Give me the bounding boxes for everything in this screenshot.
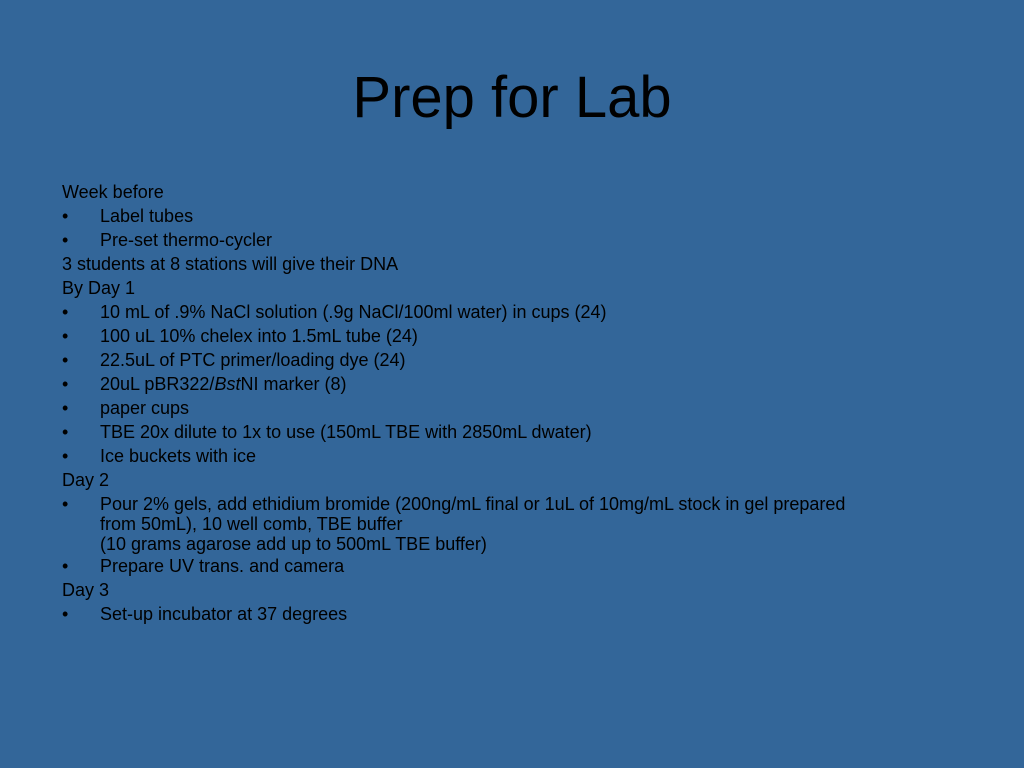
bullet-icon: • <box>62 302 69 322</box>
bullet-icon: • <box>62 494 69 514</box>
list-item-text: Set-up incubator at 37 degrees <box>100 604 348 624</box>
bullet-icon: • <box>62 350 69 370</box>
bullet-icon: • <box>62 422 69 442</box>
list-item-text: TBE 20x dilute to 1x to use (150mL TBE with 2850mL dwater) <box>100 422 592 442</box>
marker-italic: Bst <box>214 374 241 394</box>
bullet-icon: • <box>62 326 69 346</box>
list-item-text: 100 uL 10% chelex into 1.5mL tube (24) <box>100 326 418 346</box>
list-item-text: Ice buckets with ice <box>100 446 257 466</box>
list-item <box>62 372 962 396</box>
list-item-line: (10 grams agarose add up to 500mL TBE buffer) <box>100 534 487 554</box>
slide-body <box>62 180 962 626</box>
list-item-text: paper cups <box>100 398 190 418</box>
list-item-text: Pre-set thermo-cycler <box>100 230 273 250</box>
list-item <box>62 444 962 468</box>
list-item-text: 22.5uL of PTC primer/loading dye (24) <box>100 350 406 370</box>
bullet-icon: • <box>62 398 69 418</box>
section-heading-day-1: By Day 1 <box>62 278 136 298</box>
list-item <box>62 204 962 228</box>
section-heading-week-before: Week before <box>62 182 164 202</box>
bullet-icon: • <box>62 374 69 394</box>
list-item-text <box>62 372 962 396</box>
slide-title: Prep for Lab <box>352 65 672 130</box>
bullet-icon: • <box>62 230 69 250</box>
bullet-icon: • <box>62 604 69 624</box>
list-item <box>62 602 962 626</box>
bullet-icon: • <box>62 206 69 226</box>
list-item-text: Label tubes <box>100 206 194 226</box>
bullet-icon: • <box>62 556 69 576</box>
list-item <box>62 554 962 578</box>
list-item <box>62 420 962 444</box>
marker-prefix: 20uL pBR322/ <box>100 374 215 394</box>
list-item-line: Pour 2% gels, add ethidium bromide (200ng/mL final or 1uL of 10mg/mL stock in gel prepared <box>100 494 846 514</box>
list-item-text: 10 mL of .9% NaCl solution (.9g NaCl/100ml water) in cups (24) <box>100 302 607 322</box>
marker-suffix: NI marker (8) <box>240 374 347 394</box>
list-item <box>62 348 962 372</box>
list-item <box>62 492 962 554</box>
list-item <box>62 324 962 348</box>
list-item-line: from 50mL), 10 well comb, TBE buffer <box>100 514 403 534</box>
section-heading-day-3: Day 3 <box>62 580 110 600</box>
list-item <box>62 228 962 252</box>
section-heading-day-2: Day 2 <box>62 470 110 490</box>
bullet-icon: • <box>62 446 69 466</box>
list-item <box>62 396 962 420</box>
section-heading-students: 3 students at 8 stations will give their DNA <box>62 254 399 274</box>
list-item <box>62 300 962 324</box>
list-item-text <box>62 492 962 554</box>
list-item-text: Prepare UV trans. and camera <box>100 556 345 576</box>
